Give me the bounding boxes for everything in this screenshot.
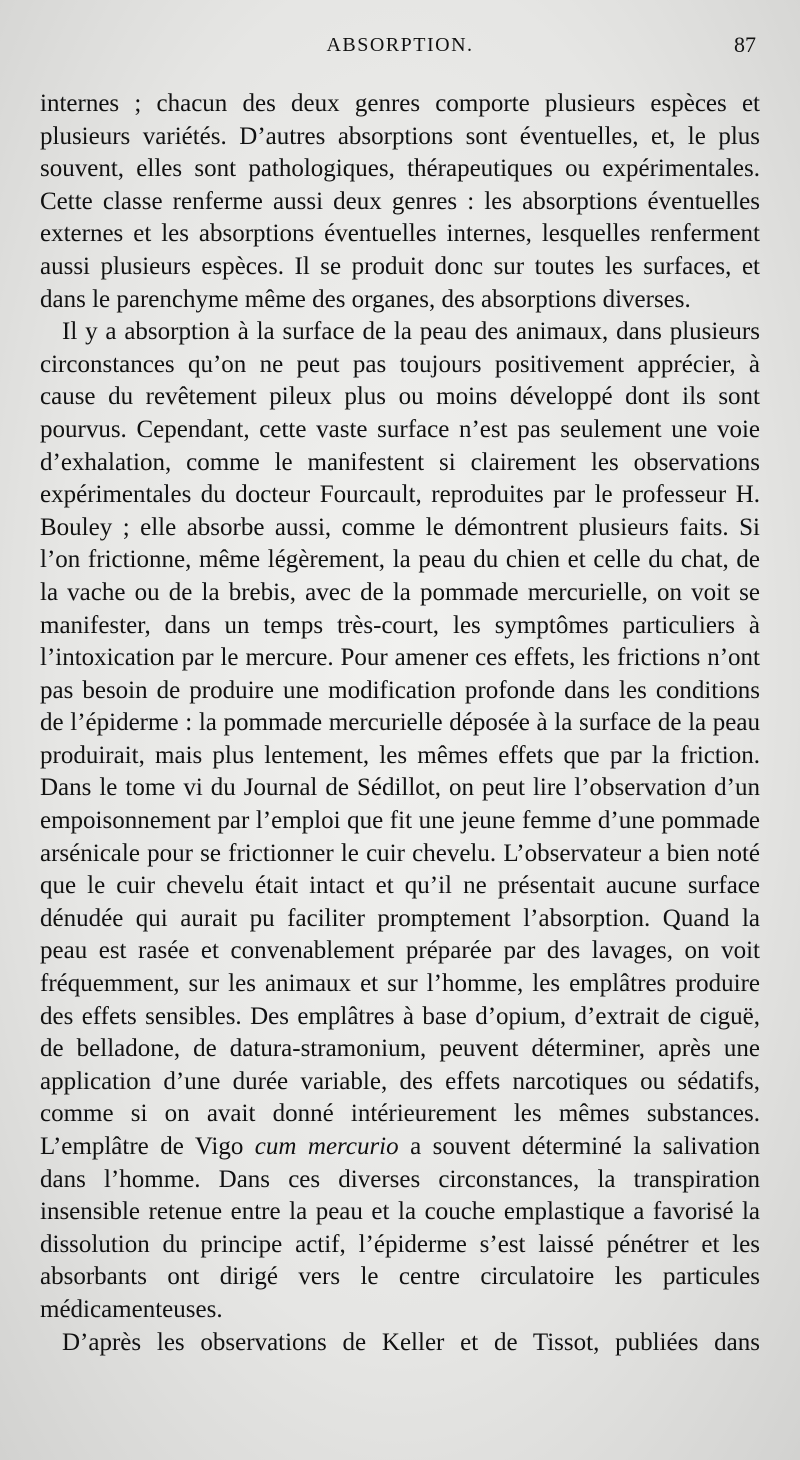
paragraph-text-part: a souvent déterminé la salivation dans l’homme. Dans ces diverses circonstances, la transpiration insensible retenue entre la peau et la couche emplastique a favorisé la dissolution du principe actif, l’épiderme s’est laissé pénétrer et les absorbants ont dirigé vers le centre circulatoire les particules médicamenteuses.	[40, 1133, 760, 1323]
italic-phrase: cum mercurio	[254, 1133, 399, 1160]
page-number: 87	[734, 32, 756, 57]
paragraph-keller-tissot: D’après les observations de Keller et de Tissot, publiées dans	[62, 1328, 760, 1356]
running-title: ABSORPTION.	[326, 34, 474, 56]
paragraph-skin-absorption	[40, 316, 760, 1326]
body-text	[40, 88, 760, 1359]
paragraph-continuation: internes ; chacun des deux genres comporte plusieurs espèces et plusieurs variétés. D’autres absorptions sont éventuelles, et, le plus souvent, elles sont pathologiques, thérapeutiques ou expérimentales. Cette classe renferme aussi deux genres : les absorptions éventuelles externes et les absorptions éventuelles internes, lesquelles renferment aussi plusieurs espèces. Il se produit donc sur toutes les surfaces, et dans le parenchyme même des organes, des absorptions diverses.	[40, 90, 760, 313]
paragraph-text-part: Il y a absorption à la surface de la peau des animaux, dans plusieurs circonstances qu’on ne peut pas toujours positivement apprécier, à cause du revêtement pileux plus ou moins développé dont ils sont pourvus. Cependant, cette vaste surface n’est pas seulement une voie d’exhalation, comme le manifestent si clairement les observations expérimentales du docteur Fourcault, reproduites par le professeur H. Bouley ; elle absorbe aussi, comme le démontrent plusieurs faits. Si l’on frictionne, même légèrement, la peau du chien et celle du chat, de la vache ou de la brebis, avec de la pommade mercurielle, on voit se manifester, dans un temps très-court, les symptômes particuliers à l’intoxication par le mercure. Pour amener ces effets, les frictions n’ont pas besoin de produire une modification profonde dans les conditions de l’épiderme : la pommade mercurielle déposée à la surface de la peau produirait, mais plus lentement, les mêmes effets que par la friction. Dans le tome vi du Journal de Sédillot, on peut lire l’observation d’un empoisonnement par l’emploi que fit une jeune femme d’une pommade arsénicale pour se frictionner le cuir chevelu. L’observateur a bien noté que le cuir chevelu était intact et qu’il ne présentait aucune surface dénudée qui aurait pu faciliter promptement l’absorption. Quand la peau est rasée et convenablement préparée par des lavages, on voit fréquemment, sur les animaux et sur l’homme, les emplâtres produire des effets sensibles. Des emplâtres à base d’opium, d’extrait de ciguë, de belladone, de datura-stramonium, peuvent déterminer, après une application d’une durée variable, des effets narcotiques ou sédatifs, comme si on avait donné intérieurement les mêmes substances. L’emplâtre de Vigo	[40, 318, 760, 1160]
running-head	[40, 28, 760, 68]
